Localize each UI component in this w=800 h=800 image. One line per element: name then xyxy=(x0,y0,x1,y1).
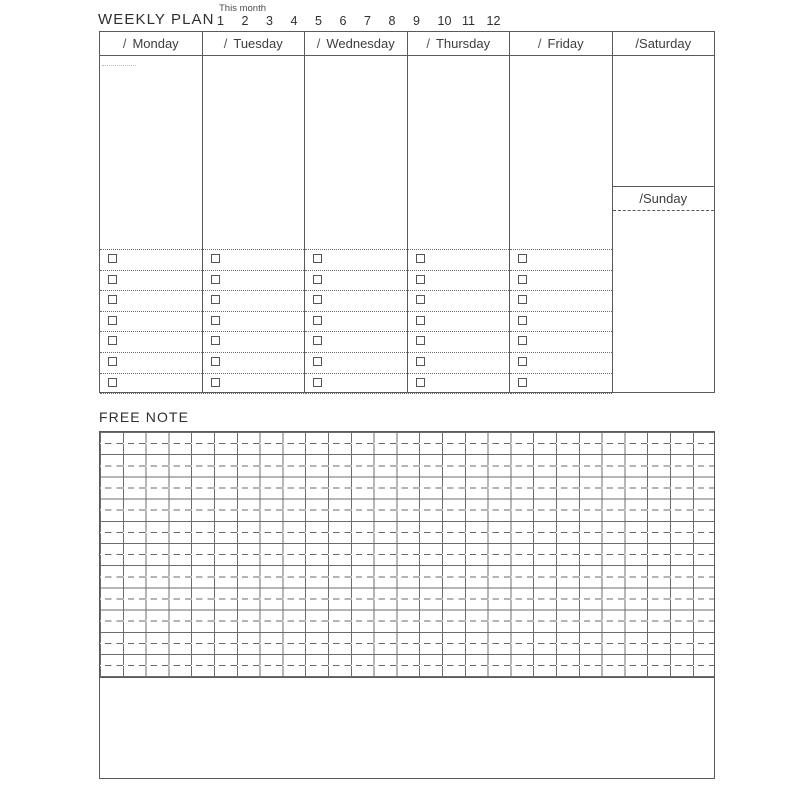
date-slash-icon: / xyxy=(122,36,127,51)
date-slash-icon: / xyxy=(223,36,228,51)
day-body-saturday[interactable] xyxy=(613,56,715,187)
day-column-thursday xyxy=(408,32,511,392)
month-number-11[interactable]: 11 xyxy=(462,14,475,28)
checklist-row[interactable] xyxy=(305,352,407,373)
task-checkbox[interactable] xyxy=(416,316,425,325)
month-number-10[interactable]: 10 xyxy=(437,14,452,28)
task-checkbox[interactable] xyxy=(108,316,117,325)
task-checkbox[interactable] xyxy=(108,378,117,387)
checklist-row[interactable] xyxy=(203,373,305,394)
task-checkbox[interactable] xyxy=(518,378,527,387)
free-note-blank-area[interactable] xyxy=(100,678,714,778)
checklist-row[interactable] xyxy=(203,352,305,373)
day-label: Friday xyxy=(547,36,584,51)
checklist-row[interactable] xyxy=(510,373,612,394)
checklist-row[interactable] xyxy=(203,290,305,311)
day-body-friday[interactable] xyxy=(510,56,612,392)
day-header-sunday[interactable] xyxy=(613,187,715,211)
checklist-row[interactable] xyxy=(305,290,407,311)
task-checkbox[interactable] xyxy=(313,254,322,263)
task-checkbox[interactable] xyxy=(108,295,117,304)
checklist-wednesday xyxy=(305,249,407,394)
checklist-row[interactable] xyxy=(100,311,202,332)
task-checkbox[interactable] xyxy=(211,336,220,345)
day-label: Thursday xyxy=(435,36,491,51)
checklist-bottom-rule xyxy=(100,393,202,394)
checklist-row[interactable] xyxy=(305,331,407,352)
free-note-grid[interactable] xyxy=(100,432,714,677)
month-number-1[interactable]: 1 xyxy=(217,14,224,28)
weekly-plan-table xyxy=(99,31,715,393)
day-column-friday xyxy=(510,32,613,392)
checklist-monday xyxy=(100,249,202,394)
checklist-row[interactable] xyxy=(100,290,202,311)
page-title: WEEKLY PLAN xyxy=(98,11,215,28)
day-column-tuesday xyxy=(203,32,306,392)
task-checkbox[interactable] xyxy=(108,275,117,284)
task-checkbox[interactable] xyxy=(313,316,322,325)
checklist-row[interactable] xyxy=(408,311,510,332)
task-checkbox[interactable] xyxy=(211,357,220,366)
checklist-row[interactable] xyxy=(408,270,510,291)
day-label: Sunday xyxy=(643,191,688,206)
day-body-tuesday[interactable] xyxy=(203,56,305,392)
checklist-row[interactable] xyxy=(100,249,202,270)
checklist-bottom-rule xyxy=(305,393,407,394)
checklist-row[interactable] xyxy=(510,311,612,332)
month-number-8[interactable]: 8 xyxy=(388,14,396,28)
month-number-2[interactable]: 2 xyxy=(241,14,249,28)
task-checkbox[interactable] xyxy=(518,316,527,325)
checklist-row[interactable] xyxy=(305,249,407,270)
task-checkbox[interactable] xyxy=(313,378,322,387)
checklist-row[interactable] xyxy=(408,352,510,373)
checklist-row[interactable] xyxy=(408,373,510,394)
day-header-friday[interactable] xyxy=(510,32,612,56)
checklist-row[interactable] xyxy=(510,290,612,311)
task-checkbox[interactable] xyxy=(518,295,527,304)
day-header-wednesday[interactable] xyxy=(305,32,407,56)
task-checkbox[interactable] xyxy=(211,254,220,263)
checklist-bottom-rule xyxy=(408,393,510,394)
task-checkbox[interactable] xyxy=(108,336,117,345)
day-column-monday xyxy=(100,32,203,392)
day-header-thursday[interactable] xyxy=(408,32,510,56)
day-body-monday[interactable] xyxy=(100,56,202,392)
task-checkbox[interactable] xyxy=(416,357,425,366)
checklist-row[interactable] xyxy=(408,290,510,311)
checklist-row[interactable] xyxy=(203,311,305,332)
checklist-row[interactable] xyxy=(510,331,612,352)
day-body-wednesday[interactable] xyxy=(305,56,407,392)
checklist-row[interactable] xyxy=(510,270,612,291)
day-header-saturday[interactable] xyxy=(613,32,715,56)
checklist-row[interactable] xyxy=(305,311,407,332)
date-slash-icon: / xyxy=(316,36,321,51)
checklist-row[interactable] xyxy=(305,270,407,291)
task-checkbox[interactable] xyxy=(211,378,220,387)
checklist-row[interactable] xyxy=(203,270,305,291)
task-checkbox[interactable] xyxy=(211,316,220,325)
checklist-row[interactable] xyxy=(100,373,202,394)
checklist-row[interactable] xyxy=(100,331,202,352)
task-checkbox[interactable] xyxy=(518,254,527,263)
checklist-row[interactable] xyxy=(203,331,305,352)
date-slash-icon: / xyxy=(426,36,430,51)
task-checkbox[interactable] xyxy=(518,275,527,284)
checklist-tuesday xyxy=(203,249,305,394)
checklist-bottom-rule xyxy=(510,393,612,394)
date-slash-icon: / xyxy=(635,36,640,51)
task-checkbox[interactable] xyxy=(416,378,425,387)
task-checkbox[interactable] xyxy=(108,357,117,366)
day-label: Saturday xyxy=(639,36,692,51)
checklist-row[interactable] xyxy=(510,249,612,270)
task-checkbox[interactable] xyxy=(313,357,322,366)
month-number-12[interactable]: 12 xyxy=(486,14,501,28)
free-note-title: FREE NOTE xyxy=(99,409,190,425)
task-checkbox[interactable] xyxy=(313,295,322,304)
grid-dotted-overlay xyxy=(100,432,714,677)
task-checkbox[interactable] xyxy=(211,275,220,284)
day-header-monday[interactable] xyxy=(100,32,202,56)
task-checkbox[interactable] xyxy=(211,295,220,304)
checklist-row[interactable] xyxy=(305,373,407,394)
free-note-box[interactable] xyxy=(99,431,715,779)
task-checkbox[interactable] xyxy=(416,254,425,263)
month-number-3[interactable]: 3 xyxy=(266,14,273,28)
task-checkbox[interactable] xyxy=(313,336,322,345)
date-slash-icon: / xyxy=(639,191,644,206)
day-body-thursday[interactable] xyxy=(408,56,510,392)
task-checkbox[interactable] xyxy=(416,295,425,304)
checklist-bottom-rule xyxy=(203,393,305,394)
month-number-6[interactable]: 6 xyxy=(339,14,347,28)
task-checkbox[interactable] xyxy=(313,275,322,284)
task-checkbox[interactable] xyxy=(518,336,527,345)
task-checkbox[interactable] xyxy=(518,357,527,366)
day-header-tuesday[interactable] xyxy=(203,32,305,56)
checklist-row[interactable] xyxy=(203,249,305,270)
checklist-thursday xyxy=(408,249,510,394)
day-column-weekend xyxy=(613,32,715,392)
day-column-wednesday xyxy=(305,32,408,392)
month-selector[interactable] xyxy=(217,14,517,28)
task-checkbox[interactable] xyxy=(108,254,117,263)
month-number-7[interactable]: 7 xyxy=(364,14,371,28)
checklist-row[interactable] xyxy=(510,352,612,373)
day-label: Monday xyxy=(132,36,179,51)
task-checkbox[interactable] xyxy=(416,336,425,345)
day-label: Wednesday xyxy=(326,36,395,51)
this-month-label: This month xyxy=(219,3,266,14)
checklist-friday xyxy=(510,249,612,394)
day-label: Tuesday xyxy=(233,36,283,51)
checklist-row[interactable] xyxy=(408,331,510,352)
checklist-row[interactable] xyxy=(100,270,202,291)
checklist-row[interactable] xyxy=(100,352,202,373)
month-number-5[interactable]: 5 xyxy=(315,14,322,28)
month-number-9[interactable]: 9 xyxy=(413,14,420,28)
checklist-row[interactable] xyxy=(408,249,510,270)
task-checkbox[interactable] xyxy=(416,275,425,284)
date-slash-icon: / xyxy=(537,36,542,51)
month-number-4[interactable]: 4 xyxy=(290,14,298,28)
